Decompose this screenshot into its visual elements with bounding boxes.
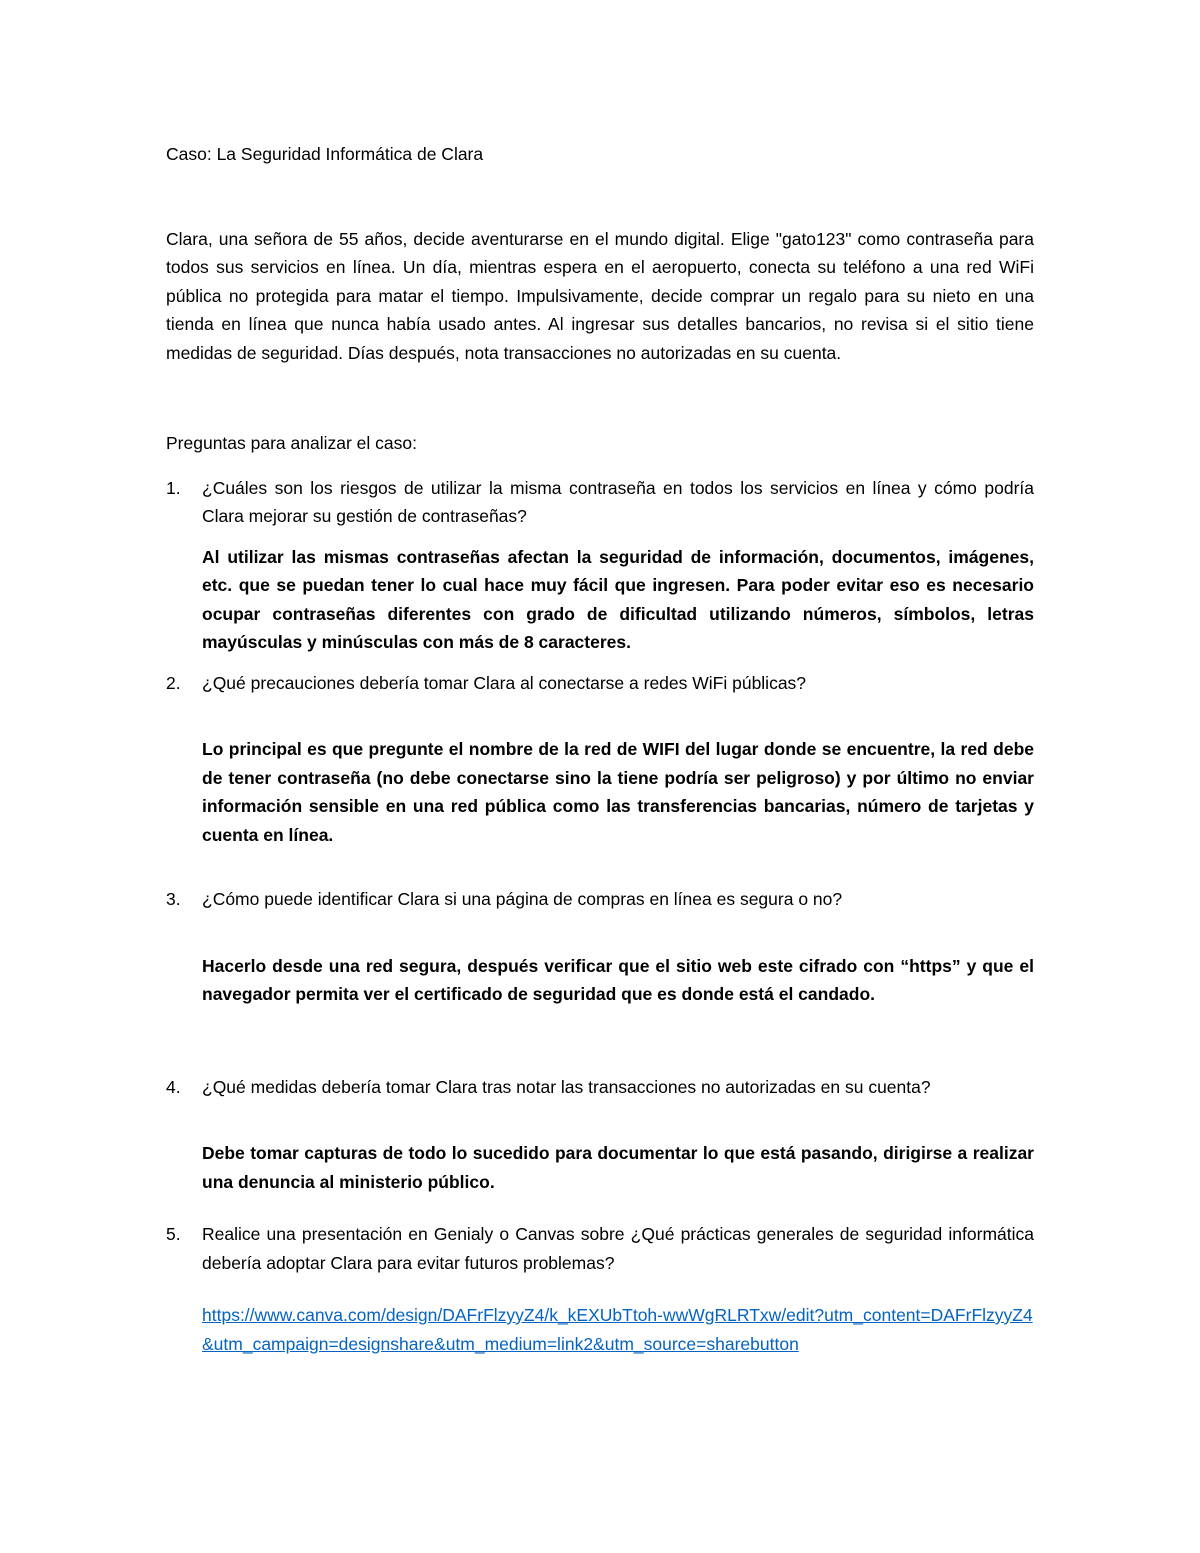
question-number: 3. <box>166 889 181 909</box>
case-intro-paragraph: Clara, una señora de 55 años, decide aventurarse en el mundo digital. Elige "gato123" como contraseña para todos sus servicios en línea. Un día, mientras espera en el aeropuerto, conecta su teléfono a una red WiFi pública no protegida para matar el tiempo. Impulsivamente, decide comprar un regalo para su nieto en una tienda en línea que nunca había usado antes. Al ingresar sus detalles bancarios, no revisa si el sitio tiene medidas de seguridad. Días después, nota transacciones no autorizadas en su cuenta. <box>166 228 1034 363</box>
answer-text: Hacerlo desde una red segura, después verificar que el sitio web este cifrado con “https” y que el navegador permita ver el certificado de seguridad que es donde está el candado. <box>202 955 1034 1004</box>
question-number: 4. <box>166 1076 181 1097</box>
answer-text: Lo principal es que pregunte el nombre de la red de WIFI del lugar donde se encuentre, la red debe de tener contraseña (no debe conectarse sino la tiene podría ser peligroso) y por último no enviar información sensible en una red pública como las transferencias bancarias, número de tarjetas y cuenta en línea. <box>202 739 1034 845</box>
canva-presentation-link[interactable]: https://www.canva.com/design/DAFrFlzyyZ4/k_kEXUbTtoh-wwWgRLRTxw/edit?utm_content=DAFrFlzyyZ4&utm_campaign=designshare&utm_medium=link2&utm_source=sharebutton <box>202 1305 1033 1354</box>
answer-text: Al utilizar las mismas contraseñas afectan la seguridad de información, documentos, imágenes, etc. que se puedan tener lo cual hace muy fácil que ingresen. Para poder evitar eso es necesario ocupar contraseñas diferentes con grado de dificultad utilizando números, símbolos, letras mayúsculas y minúsculas con más de 8 caracteres. <box>202 546 1034 652</box>
question-text: ¿Cómo puede identificar Clara si una página de compras en línea es segura o no? <box>202 889 843 909</box>
question-text: Realice una presentación en Genialy o Canvas sobre ¿Qué prácticas generales de seguridad informática debería adoptar Clara para evitar futuros problemas? <box>202 1224 1034 1273</box>
question-item-2 <box>166 669 1034 850</box>
questions-list <box>166 474 1034 1359</box>
document-title: Caso: La Seguridad Informática de Clara <box>166 144 484 164</box>
question-number: 5. <box>166 1224 181 1244</box>
question-text: ¿Qué medidas debería tomar Clara tras notar las transacciones no autorizadas en su cuenta? <box>202 1076 931 1097</box>
document-page <box>166 140 1034 1358</box>
question-text: ¿Cuáles son los riesgos de utilizar la misma contraseña en todos los servicios en línea y cómo podría Clara mejorar su gestión de contraseñas? <box>202 477 1034 526</box>
question-item-5 <box>166 1220 1034 1358</box>
answer-text: Debe tomar capturas de todo lo sucedido para documentar lo que está pasando, dirigirse a realizar una denuncia al ministerio público. <box>202 1143 1034 1192</box>
question-number: 1. <box>166 477 181 498</box>
question-item-4 <box>166 1073 1034 1197</box>
questions-heading: Preguntas para analizar el caso: <box>166 433 417 453</box>
question-number: 2. <box>166 672 181 693</box>
question-item-3 <box>166 885 1034 1009</box>
question-text: ¿Qué precauciones debería tomar Clara al conectarse a redes WiFi públicas? <box>202 672 807 693</box>
question-item-1 <box>166 474 1034 657</box>
